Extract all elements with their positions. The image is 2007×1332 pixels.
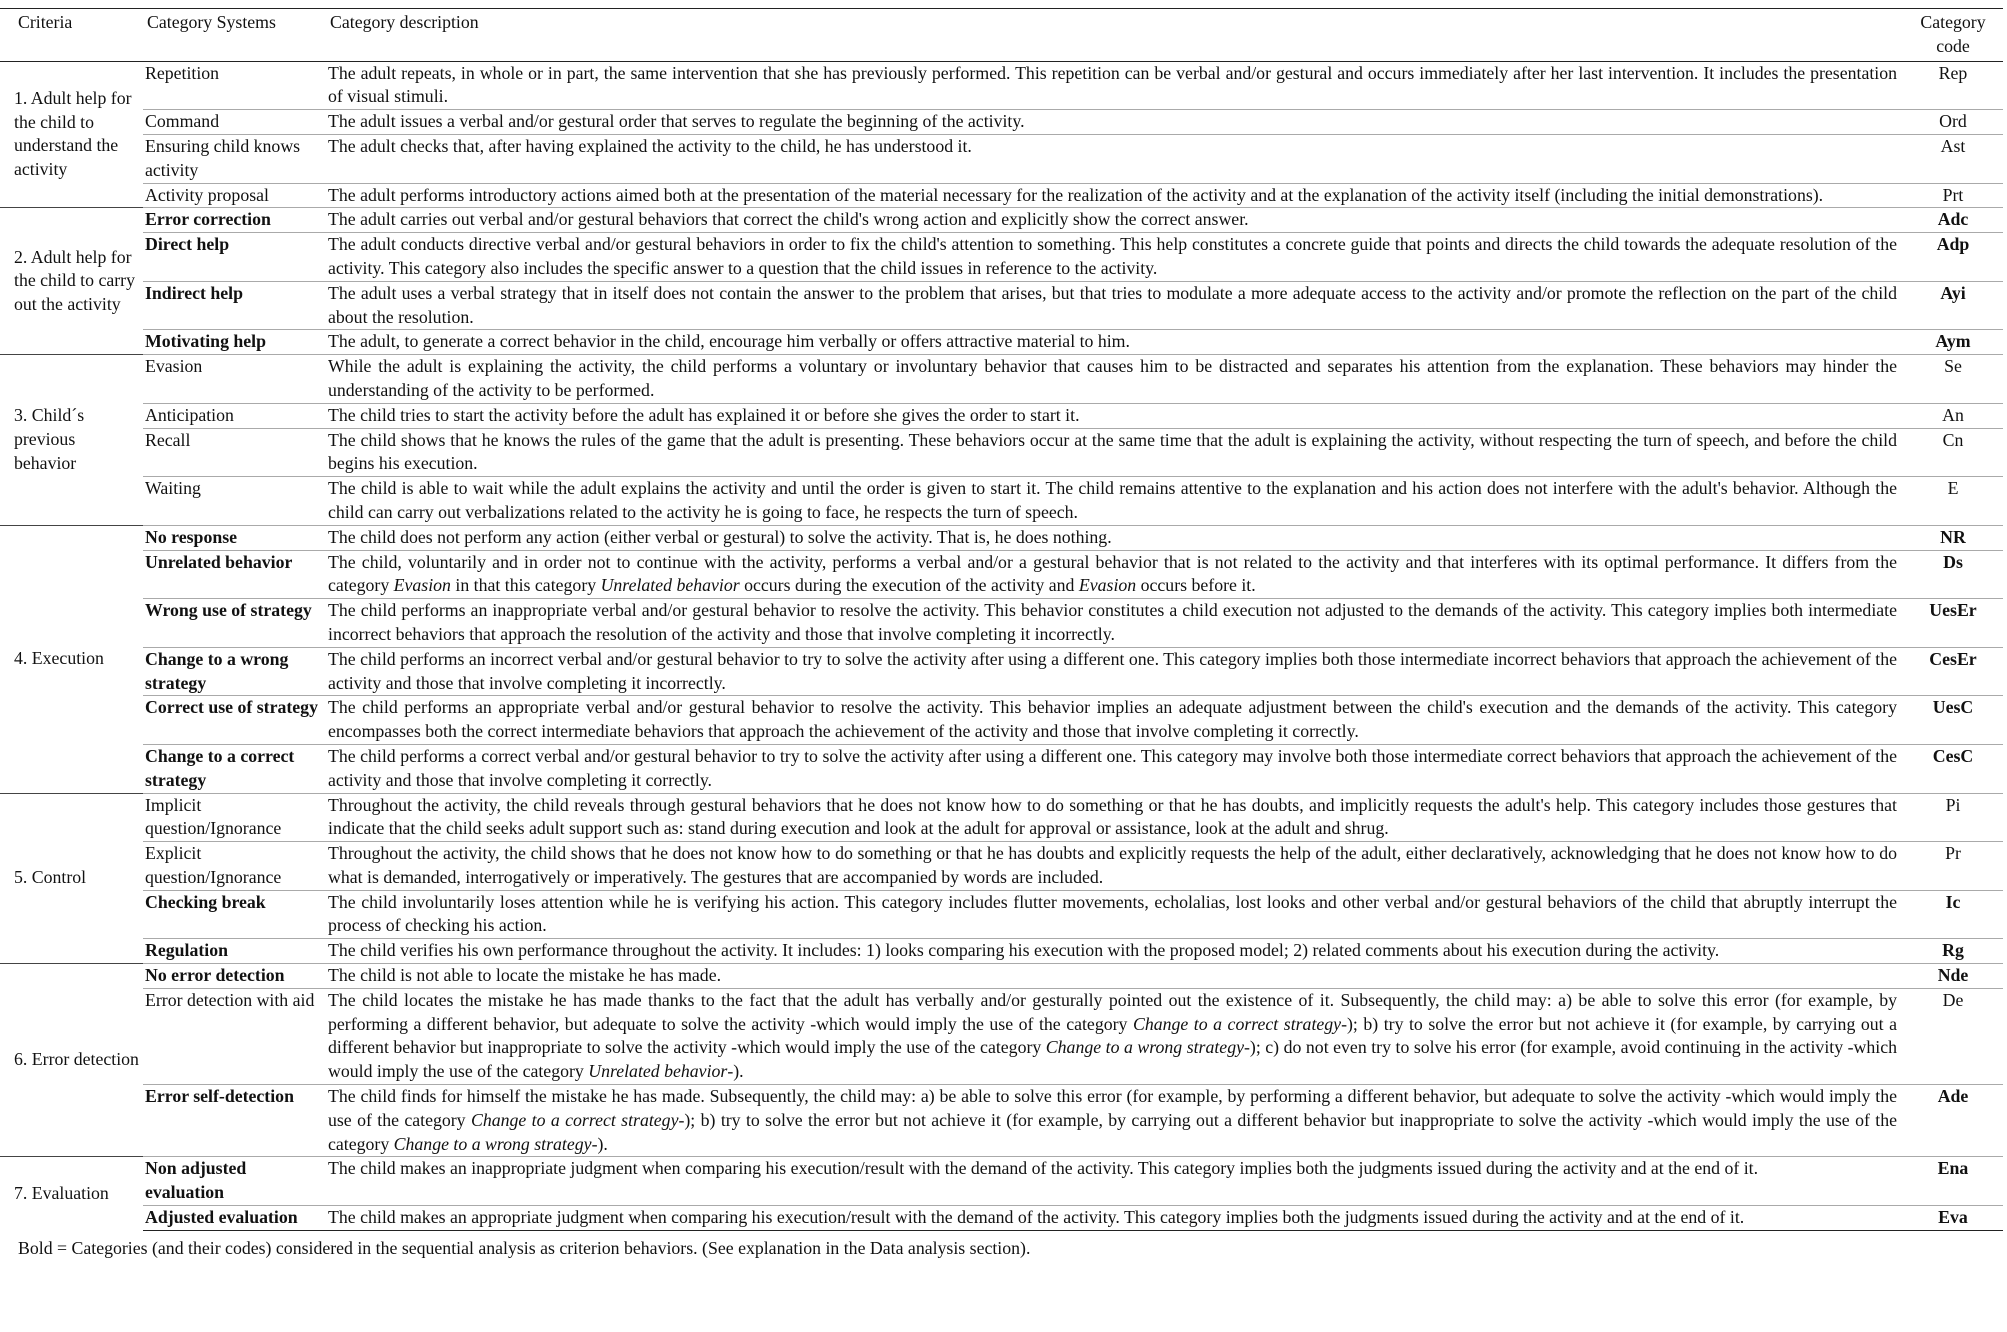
- header-category-systems: Category Systems: [143, 9, 326, 62]
- criterion-group: [0, 355, 2003, 526]
- category-name: No response: [143, 525, 326, 550]
- table-row: [0, 793, 2003, 842]
- category-name: Waiting: [143, 477, 326, 526]
- category-name: Recall: [143, 428, 326, 477]
- category-name: Change to a wrong strategy: [143, 647, 326, 696]
- category-name: Motivating help: [143, 330, 326, 355]
- criterion-label: 5. Control: [0, 793, 143, 964]
- category-description: The child does not perform any action (either verbal or gestural) to solve the activity. That is, he does nothing.: [326, 525, 1903, 550]
- category-code: Ena: [1903, 1157, 2003, 1206]
- category-code: UesEr: [1903, 599, 2003, 648]
- category-name: No error detection: [143, 964, 326, 989]
- table-row: [0, 355, 2003, 404]
- category-code: Eva: [1903, 1206, 2003, 1231]
- category-name: Activity proposal: [143, 183, 326, 208]
- criterion-label: 3. Child´s previous behavior: [0, 355, 143, 526]
- category-code: Cn: [1903, 428, 2003, 477]
- table-row: [0, 842, 2003, 891]
- category-name: Evasion: [143, 355, 326, 404]
- header-category-description: Category description: [326, 9, 1903, 62]
- table-row: [0, 939, 2003, 964]
- category-name: Ensuring child knows activity: [143, 134, 326, 183]
- criterion-group: [0, 964, 2003, 1157]
- category-description: The adult carries out verbal and/or gestural behaviors that correct the child's wrong action and explicitly show the correct answer.: [326, 208, 1903, 233]
- category-name: Correct use of strategy: [143, 696, 326, 745]
- category-name: Unrelated behavior: [143, 550, 326, 599]
- category-description: The child makes an appropriate judgment when comparing his execution/result with the demand of the activity. This category implies both the judgments issued during the activity and at the end of it.: [326, 1206, 1903, 1231]
- category-name: Repetition: [143, 61, 326, 110]
- category-description: Throughout the activity, the child shows that he does not know how to do something or that he has doubts and explicitly requests the help of the adult, either declaratively, acknowledging that he does not know how to do what is demanded, interrogatively or imperatively. The gestures that are accompanied by words are included.: [326, 842, 1903, 891]
- category-code: An: [1903, 403, 2003, 428]
- table-row: [0, 525, 2003, 550]
- category-description: The child tries to start the activity before the adult has explained it or before she gives the order to start it.: [326, 403, 1903, 428]
- table-row: [0, 599, 2003, 648]
- category-table: [0, 8, 2003, 1231]
- category-code: Adc: [1903, 208, 2003, 233]
- category-name: Checking break: [143, 890, 326, 939]
- category-code: Ord: [1903, 110, 2003, 135]
- category-code: CesC: [1903, 744, 2003, 793]
- table-row: [0, 281, 2003, 330]
- category-description: The adult repeats, in whole or in part, the same intervention that she has previously performed. This repetition can be verbal and/or gestural and occurs immediately after her last intervention. It includes the presentation of visual stimuli.: [326, 61, 1903, 110]
- header-criteria: Criteria: [0, 9, 143, 62]
- criterion-label: 2. Adult help for the child to carry out the activity: [0, 208, 143, 355]
- category-description: The child is not able to locate the mistake he has made.: [326, 964, 1903, 989]
- category-description: The child performs a correct verbal and/or gestural behavior to try to solve the activity after using a different one. This category may involve both those intermediate correct behaviors that approach the achievement of the activity and those that involve completing it correctly.: [326, 744, 1903, 793]
- table-row: [0, 964, 2003, 989]
- table-row: [0, 1085, 2003, 1157]
- table-row: [0, 696, 2003, 745]
- category-description: Throughout the activity, the child reveals through gestural behaviors that he does not know how to do something or that he has doubts, and implicitly requests the adult's help. This category includes those gestures that indicate that the child seeks adult support such as: stand during execution and look at the adult for approval or assistance, look at the adult and shrug.: [326, 793, 1903, 842]
- category-description: The child performs an appropriate verbal and/or gestural behavior to resolve the activity. This behavior implies an adequate adjustment between the child's execution and the demands of the activity. This category encompasses both the correct intermediate behaviors that approach the achievement of the activity and those that involve completing it correctly.: [326, 696, 1903, 745]
- table-row: [0, 61, 2003, 110]
- table-row: [0, 233, 2003, 282]
- category-description: The adult conducts directive verbal and/or gestural behaviors in order to fix the child's attention to something. This help constitutes a concrete guide that points and directs the child towards the adequate resolution of the activity. This category also includes the specific answer to a question that the child issues in reference to the activity.: [326, 233, 1903, 282]
- category-description: The child locates the mistake he has made thanks to the fact that the adult has verbally and/or gesturally pointed out the existence of it. Subsequently, the child may: a) be able to solve this error (for example, by performing a different behavior, but adequate to solve the activity -which would imply the use of the category Change to a correct strategy-); b) try to solve the error but not achieve it (for example, by carrying out a different behavior but inappropriate to solve the activity -which would imply the use of the category Change to a wrong strategy-); c) do not even try to solve his error (for example, avoid continuing in the activity -which would imply the use of the category Unrelated behavior-).: [326, 988, 1903, 1084]
- table-row: [0, 1157, 2003, 1206]
- category-code: E: [1903, 477, 2003, 526]
- table-row: [0, 403, 2003, 428]
- category-description: The child is able to wait while the adult explains the activity and until the order is given to start it. The child remains attentive to the explanation and his action does not interfere with the adult's behavior. Although the child can carry out verbalizations related to the activity he is going to face, he respects the turn of speech.: [326, 477, 1903, 526]
- table-footnote: Bold = Categories (and their codes) considered in the sequential analysis as criterion behaviors. (See explanation in the Data analysis section).: [18, 1238, 1031, 1258]
- table-row: [0, 110, 2003, 135]
- category-code: Nde: [1903, 964, 2003, 989]
- category-name: Indirect help: [143, 281, 326, 330]
- table-row: [0, 890, 2003, 939]
- category-description: The child performs an incorrect verbal and/or gestural behavior to try to solve the activity after using a different one. This category implies both those intermediate incorrect behaviors that approach the achievement of the activity and those that involve completing it incorrectly.: [326, 647, 1903, 696]
- category-code: Ade: [1903, 1085, 2003, 1157]
- table-row: [0, 330, 2003, 355]
- category-name: Error self-detection: [143, 1085, 326, 1157]
- category-name: Command: [143, 110, 326, 135]
- table-header: [0, 9, 2003, 62]
- criterion-label: 7. Evaluation: [0, 1157, 143, 1230]
- category-description: The adult issues a verbal and/or gestural order that serves to regulate the beginning of the activity.: [326, 110, 1903, 135]
- criterion-label: 6. Error detection: [0, 964, 143, 1157]
- category-name: Anticipation: [143, 403, 326, 428]
- category-description: The child makes an inappropriate judgment when comparing his execution/result with the demand of the activity. This category implies both the judgments issued during the activity and at the end of it.: [326, 1157, 1903, 1206]
- category-name: Change to a correct strategy: [143, 744, 326, 793]
- category-code: Ds: [1903, 550, 2003, 599]
- category-code: Pi: [1903, 793, 2003, 842]
- category-name: Implicit question/Ignorance: [143, 793, 326, 842]
- category-name: Regulation: [143, 939, 326, 964]
- category-code: Rg: [1903, 939, 2003, 964]
- table-row: [0, 134, 2003, 183]
- table-row: [0, 477, 2003, 526]
- criterion-label: 4. Execution: [0, 525, 143, 793]
- criterion-group: [0, 208, 2003, 355]
- category-code: Ayi: [1903, 281, 2003, 330]
- category-description: The child involuntarily loses attention while he is verifying his action. This category includes flutter movements, echolalias, lost looks and other verbal and/or gestural behaviors of the child that abruptly interrupt the process of checking his action.: [326, 890, 1903, 939]
- table-row: [0, 208, 2003, 233]
- category-description: The child verifies his own performance throughout the activity. It includes: 1) looks comparing his execution with the proposed model; 2) related comments about his execution during the activity.: [326, 939, 1903, 964]
- category-code: Se: [1903, 355, 2003, 404]
- category-description: The child performs an inappropriate verbal and/or gestural behavior to resolve the activity. This behavior constitutes a child execution not adjusted to the demands of the activity. This category implies both intermediate incorrect behaviors that approach the resolution of the activity and those that involve completing it incorrectly.: [326, 599, 1903, 648]
- category-name: Wrong use of strategy: [143, 599, 326, 648]
- criterion-group: [0, 1157, 2003, 1230]
- category-code: Ic: [1903, 890, 2003, 939]
- category-code: Adp: [1903, 233, 2003, 282]
- category-description: While the adult is explaining the activity, the child performs a voluntary or involuntary behavior that causes him to be distracted and separates his attention from the explanation. These behaviors may hinder the understanding of the activity to be performed.: [326, 355, 1903, 404]
- table-row: [0, 988, 2003, 1084]
- table-row: [0, 647, 2003, 696]
- header-category-code: Category code: [1903, 9, 2003, 62]
- category-name: Explicit question/Ignorance: [143, 842, 326, 891]
- category-name: Adjusted evaluation: [143, 1206, 326, 1231]
- table-row: [0, 183, 2003, 208]
- criterion-group: [0, 525, 2003, 793]
- table-row: [0, 1206, 2003, 1231]
- table-row: [0, 428, 2003, 477]
- criterion-label: 1. Adult help for the child to understand the activity: [0, 61, 143, 208]
- category-description: The adult, to generate a correct behavior in the child, encourage him verbally or offers attractive material to him.: [326, 330, 1903, 355]
- category-description: The adult performs introductory actions aimed both at the presentation of the material necessary for the realization of the activity and at the explanation of the activity itself (including the initial demonstrations).: [326, 183, 1903, 208]
- category-code: Prt: [1903, 183, 2003, 208]
- category-description: The child finds for himself the mistake he has made. Subsequently, the child may: a) be able to solve this error (for example, by performing a different behavior, but adequate to solve the activity -which would imply the use of the category Change to a correct strategy-); b) try to solve the error but not achieve it (for example, by carrying out a different behavior but inappropriate to solve the activity -which would imply the use of the category Change to a wrong strategy-).: [326, 1085, 1903, 1157]
- category-code: Aym: [1903, 330, 2003, 355]
- category-description: The child shows that he knows the rules of the game that the adult is presenting. These behaviors occur at the same time that the adult is explaining the activity, without respecting the turn of speech, and before the child begins his execution.: [326, 428, 1903, 477]
- category-code: Pr: [1903, 842, 2003, 891]
- category-code: De: [1903, 988, 2003, 1084]
- category-name: Non adjusted evaluation: [143, 1157, 326, 1206]
- category-code: NR: [1903, 525, 2003, 550]
- criterion-group: [0, 793, 2003, 964]
- category-description: The adult uses a verbal strategy that in itself does not contain the answer to the problem that arises, but that tries to modulate a more adequate access to the activity and/or promote the reflection on the part of the child about the resolution.: [326, 281, 1903, 330]
- category-code: Rep: [1903, 61, 2003, 110]
- category-description: The adult checks that, after having explained the activity to the child, he has understood it.: [326, 134, 1903, 183]
- category-code: Ast: [1903, 134, 2003, 183]
- category-name: Error detection with aid: [143, 988, 326, 1084]
- table-row: [0, 744, 2003, 793]
- category-name: Direct help: [143, 233, 326, 282]
- category-code: CesEr: [1903, 647, 2003, 696]
- category-code: UesC: [1903, 696, 2003, 745]
- criterion-group: [0, 61, 2003, 208]
- table-row: [0, 550, 2003, 599]
- category-description: The child, voluntarily and in order not to continue with the activity, performs a verbal and/or a gestural behavior that is not related to the activity and that interferes with its optimal performance. It differs from the category Evasion in that this category Unrelated behavior occurs during the execution of the activity and Evasion occurs before it.: [326, 550, 1903, 599]
- category-name: Error correction: [143, 208, 326, 233]
